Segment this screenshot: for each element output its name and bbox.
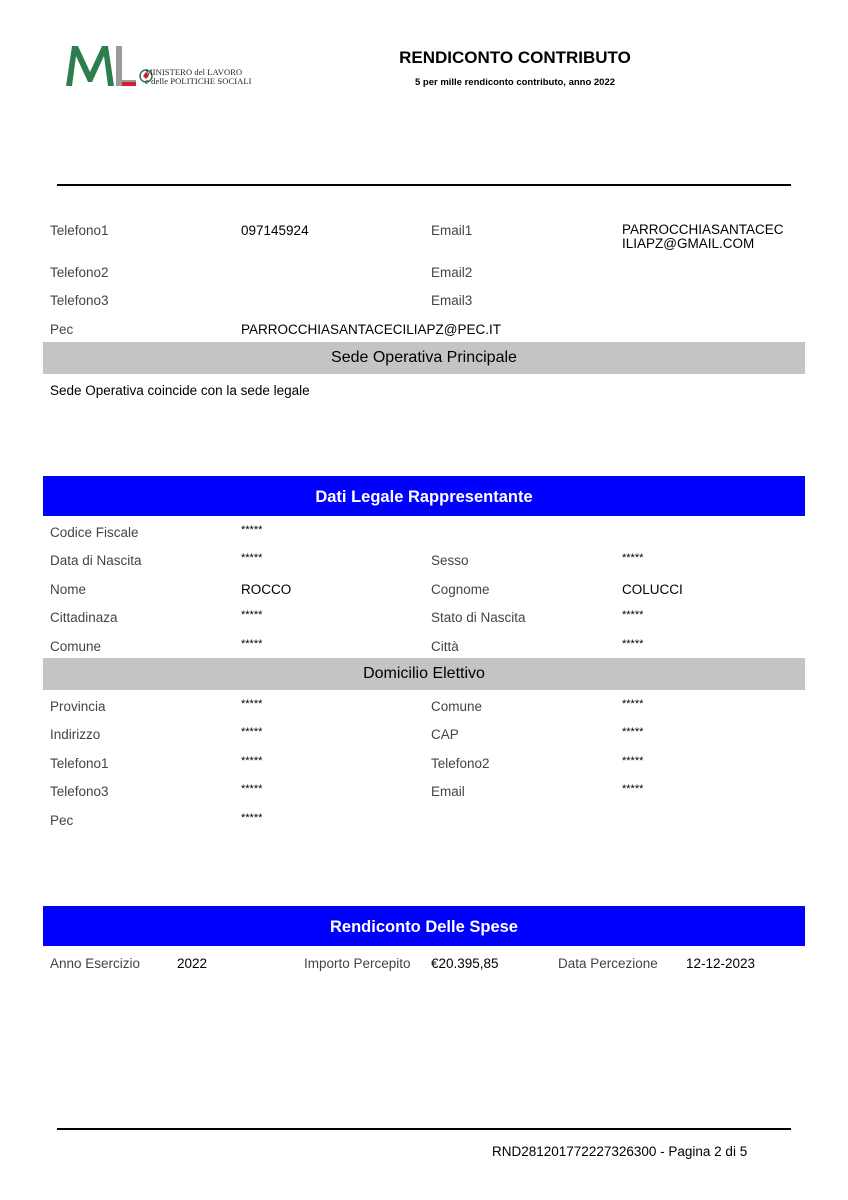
domicilio-telefono3-label: Telefono3 [50, 784, 109, 799]
pec-label: Pec [50, 322, 74, 337]
domicilio-pec-label: Pec [50, 813, 74, 828]
logo-line-1: MINISTERO del LAVORO [145, 67, 243, 77]
cap-value: ***** [622, 726, 644, 738]
sesso-value: ***** [622, 552, 644, 564]
logo-text [145, 68, 252, 86]
citta-label: Città [431, 639, 459, 654]
pec-value: PARROCCHIASANTACECILIAPZ@PEC.IT [241, 322, 501, 337]
provincia-label: Provincia [50, 699, 106, 714]
telefono1-value: 097145924 [241, 223, 309, 238]
logo-m-mark [66, 46, 114, 86]
page-footer: RND281201772227326300 - Pagina 2 di 5 [492, 1144, 748, 1159]
nome-value: ROCCO [241, 582, 292, 597]
cittadinanza-value: ***** [241, 609, 263, 621]
email2-label: Email2 [431, 265, 473, 280]
document-subtitle: 5 per mille rendiconto contributo, anno 2022 [414, 77, 616, 88]
domicilio-email-label: Email [431, 784, 465, 799]
telefono3-label: Telefono3 [50, 293, 109, 308]
comune-value: ***** [241, 638, 263, 650]
header-divider [57, 184, 791, 186]
provincia-value: ***** [241, 698, 263, 710]
comune-label: Comune [50, 639, 102, 654]
data-nascita-label: Data di Nascita [50, 553, 142, 568]
legale-rappresentante-heading: Dati Legale Rappresentante [43, 476, 805, 516]
domicilio-telefono1-value: ***** [241, 755, 263, 767]
importo-percepito-label: Importo Percepito [304, 956, 411, 971]
domicilio-elettivo-heading: Domicilio Elettivo [43, 658, 805, 690]
sede-operativa-note: Sede Operativa coincide con la sede legale [50, 383, 310, 398]
logo-l-mark [116, 46, 136, 86]
codice-fiscale-label: Codice Fiscale [50, 525, 139, 540]
domicilio-email-value: ***** [622, 783, 644, 795]
domicilio-pec-value: ***** [241, 812, 263, 824]
cittadinanza-label: Cittadinaza [50, 610, 118, 625]
data-percezione-label: Data Percezione [558, 956, 658, 971]
footer-divider [57, 1128, 791, 1130]
document-title: RENDICONTO CONTRIBUTO [399, 48, 631, 67]
sesso-label: Sesso [431, 553, 469, 568]
codice-fiscale-value: ***** [241, 524, 263, 536]
domicilio-telefono3-value: ***** [241, 783, 263, 795]
importo-percepito-value: €20.395,85 [431, 956, 499, 971]
email1-value [622, 223, 784, 251]
rendiconto-spese-heading: Rendiconto Delle Spese [43, 906, 805, 946]
logo-line-2: e delle POLITICHE SOCIALI [145, 76, 252, 86]
cognome-label: Cognome [431, 582, 490, 597]
cognome-value: COLUCCI [622, 582, 683, 597]
indirizzo-value: ***** [241, 726, 263, 738]
citta-value: ***** [622, 638, 644, 650]
cap-label: CAP [431, 727, 459, 742]
domicilio-telefono2-label: Telefono2 [431, 756, 490, 771]
anno-esercizio-label: Anno Esercizio [50, 956, 141, 971]
data-nascita-value: ***** [241, 552, 263, 564]
logo-red-accent [122, 82, 136, 86]
nome-label: Nome [50, 582, 87, 597]
domicilio-comune-value: ***** [622, 698, 644, 710]
email1-value-line-1: PARROCCHIASANTACEC [622, 222, 784, 237]
domicilio-telefono1-label: Telefono1 [50, 756, 109, 771]
domicilio-comune-label: Comune [431, 699, 483, 714]
anno-esercizio-value: 2022 [177, 956, 208, 971]
email3-label: Email3 [431, 293, 473, 308]
stato-nascita-label: Stato di Nascita [431, 610, 526, 625]
telefono1-label: Telefono1 [50, 223, 109, 238]
domicilio-telefono2-value: ***** [622, 755, 644, 767]
indirizzo-label: Indirizzo [50, 727, 101, 742]
telefono2-label: Telefono2 [50, 265, 109, 280]
data-percezione-value: 12-12-2023 [686, 956, 756, 971]
email1-value-line-2: ILIAPZ@GMAIL.COM [622, 236, 755, 251]
email1-label: Email1 [431, 223, 473, 238]
stato-nascita-value: ***** [622, 609, 644, 621]
sede-operativa-heading: Sede Operativa Principale [43, 342, 805, 374]
